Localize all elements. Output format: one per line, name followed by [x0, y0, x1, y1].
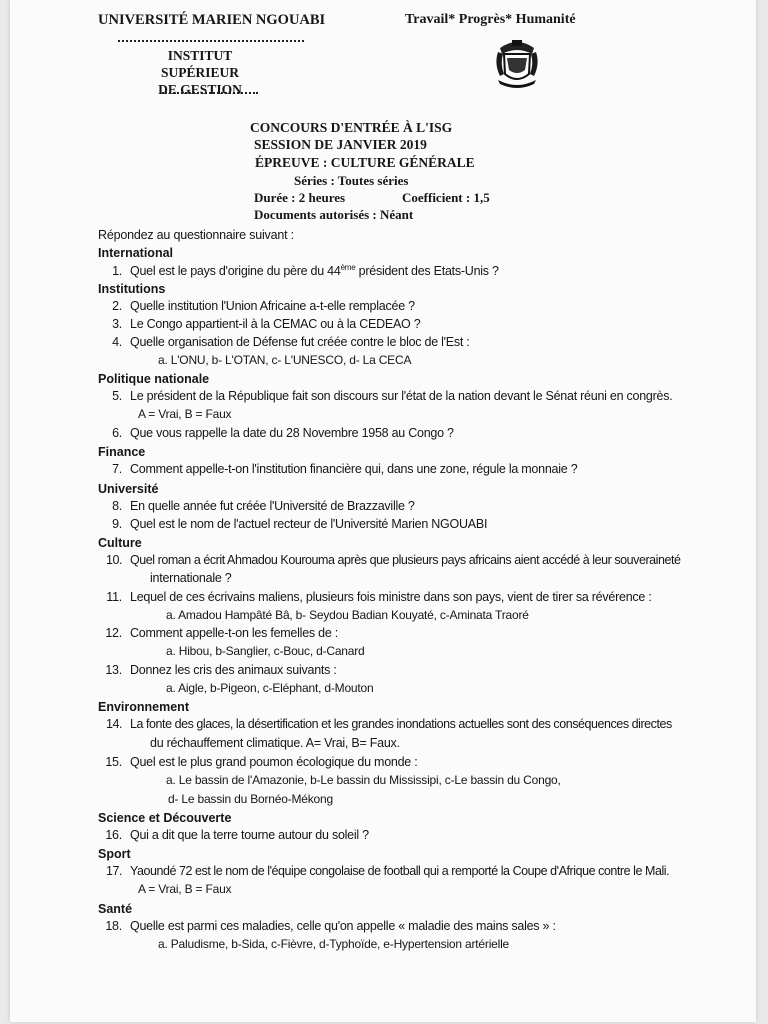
section-science: Science et Découverte — [98, 811, 232, 825]
question-10-continued: internationale ? — [150, 571, 232, 585]
institute-line-1: INSTITUT SUPÉRIEUR — [160, 48, 239, 80]
exam-title: CONCOURS D'ENTRÉE À L'ISG — [250, 120, 453, 135]
exam-documents: Documents autorisés : Néant — [254, 207, 414, 222]
question-6: 6. Que vous rappelle la date du 28 Novembre 1958 au Congo ? — [112, 426, 454, 440]
question-15: 15. Quel est le plus grand poumon écologique du monde : — [105, 755, 418, 769]
section-universite: Université — [98, 482, 159, 496]
exam-page — [10, 0, 756, 1022]
question-8: 8. En quelle année fut créée l'Université de Brazzaville ? — [112, 499, 415, 513]
question-18: 18. Quelle est parmi ces maladies, celle qu'on appelle « maladie des mains sales » : — [105, 919, 556, 933]
section-finance: Finance — [98, 445, 146, 459]
question-3: 3. Le Congo appartient-il à la CEMAC ou à la CEDEAO ? — [112, 317, 421, 331]
section-politique-nationale: Politique nationale — [98, 372, 210, 386]
institute-divider — [162, 92, 258, 94]
institute-name — [134, 47, 266, 98]
national-motto: Travail* Progrès* Humanité — [405, 12, 576, 27]
exam-subject: ÉPREUVE : CULTURE GÉNÉRALE — [255, 155, 475, 170]
question-9: 9. Quel est le nom de l'actuel recteur de l'Université Marien NGOUABI — [112, 517, 488, 531]
section-environnement: Environnement — [98, 700, 189, 714]
question-17: 17. Yaoundé 72 est le nom de l'équipe congolaise de football qui a remporté la Coupe d'Afrique contre le Mali. — [105, 864, 670, 878]
question-11-options: a. Amadou Hampâté Bâ, b- Seydou Badian Kouyaté, c-Aminata Traoré — [166, 608, 529, 622]
instruction: Répondez au questionnaire suivant : — [98, 228, 294, 242]
question-5-options: A = Vrai, B = Faux — [138, 407, 232, 421]
question-15-options-1: a. Le bassin de l'Amazonie, b-Le bassin du Mississipi, c-Le bassin du Congo, — [166, 773, 561, 787]
question-12-options: a. Hibou, b-Sanglier, c-Bouc, d-Canard — [166, 644, 365, 658]
question-15-options-2: d- Le bassin du Bornéo-Mékong — [168, 792, 333, 806]
question-12: 12. Comment appelle-t-on les femelles de : — [105, 626, 338, 640]
exam-session: SESSION DE JANVIER 2019 — [254, 137, 427, 152]
institute-line-2: DE GESTION — [158, 82, 242, 97]
exam-coefficient: Coefficient : 1,5 — [402, 190, 490, 205]
question-4: 4. Quelle organisation de Défense fut créée contre le bloc de l'Est : — [112, 335, 470, 349]
question-13-options: a. Aigle, b-Pigeon, c-Eléphant, d-Mouton — [166, 681, 374, 695]
question-11: 11. Lequel de ces écrivains maliens, plusieurs fois ministre dans son pays, vient de tirer sa révérence : — [106, 590, 652, 604]
question-10: 10. Quel roman a écrit Ahmadou Kourouma après que plusieurs pays africains aient accédé à leur souveraineté — [105, 553, 681, 567]
question-13: 13. Donnez les cris des animaux suivants : — [105, 663, 337, 677]
question-2: 2. Quelle institution l'Union Africaine a-t-elle remplacée ? — [112, 299, 415, 313]
header-divider — [118, 40, 304, 42]
question-number: 1. — [112, 264, 122, 279]
question-14-continued: du réchauffement climatique. A= Vrai, B= Faux. — [150, 736, 400, 750]
question-1: 1. Quel est le pays d'origine du père du 44ème président des Etats-Unis ? — [102, 263, 499, 278]
university-name: UNIVERSITÉ MARIEN NGOUABI — [98, 12, 326, 28]
question-16: 16. Qui a dit que la terre tourne autour du soleil ? — [105, 828, 369, 842]
question-7: 7. Comment appelle-t-on l'institution financière qui, dans une zone, régule la monnaie ? — [112, 462, 578, 476]
section-sante: Santé — [98, 902, 133, 916]
question-4-options: a. L'ONU, b- L'OTAN, c- L'UNESCO, d- La CECA — [158, 353, 412, 367]
coat-of-arms-emblem — [492, 34, 542, 92]
question-5: 5. Le président de la République fait son discours sur l'état de la nation devant le Sénat réuni en congrès. — [112, 389, 673, 403]
question-17-options: A = Vrai, B = Faux — [138, 882, 232, 896]
section-institutions: Institutions — [98, 282, 166, 296]
exam-series: Séries : Toutes séries — [294, 173, 409, 188]
section-culture: Culture — [98, 536, 142, 550]
exam-duration: Durée : 2 heures — [254, 190, 346, 205]
question-14: 14. La fonte des glaces, la désertification et les grandes inondations actuelles sont des conséquences directes — [105, 717, 672, 731]
question-18-options: a. Paludisme, b-Sida, c-Fièvre, d-Typhoïde, e-Hypertension artérielle — [158, 937, 510, 951]
section-international: International — [98, 246, 174, 260]
section-sport: Sport — [98, 847, 131, 861]
